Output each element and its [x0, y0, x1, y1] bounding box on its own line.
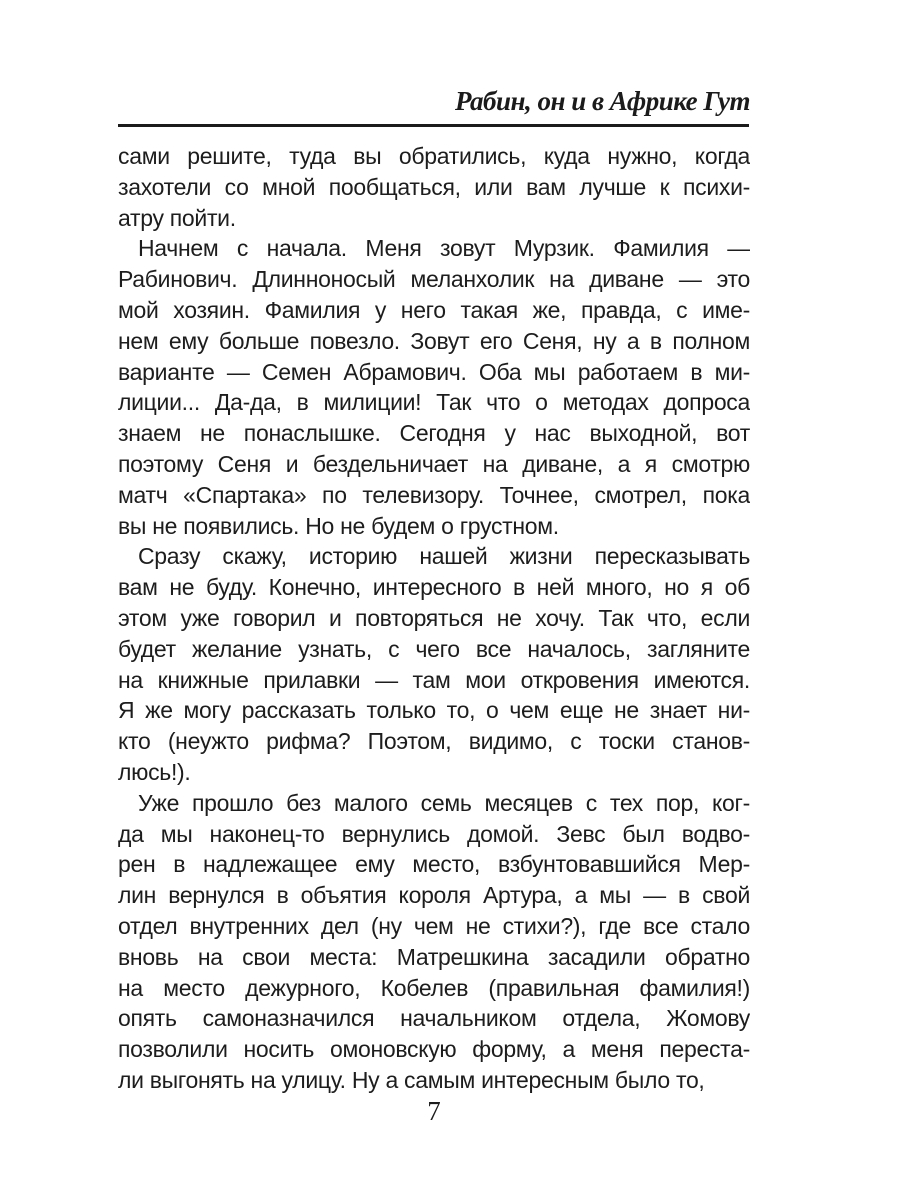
text-line: Уже прошло без малого семь месяцев с тех пор, ког-	[138, 789, 750, 816]
text-line: Сразу скажу, историю нашей жизни пересказывать	[138, 543, 750, 570]
text-line: вы не появились. Но не будем о грустном.	[118, 512, 559, 539]
text-line: рен в надлежащее ему место, взбунтовавшийся Мер-	[118, 851, 750, 878]
text-line: будет желание узнать, с чего все началось, загляните	[118, 635, 750, 662]
text-line: кто (неужто рифма? Поэтом, видимо, с тоски станов-	[118, 728, 750, 755]
text-line: поэтому Сеня и бездельничает на диване, а я смотрю	[118, 450, 750, 477]
text-line: варианте — Семен Абрамович. Оба мы работаем в ми-	[118, 358, 750, 385]
text-line: мой хозяин. Фамилия у него такая же, правда, с име-	[118, 296, 750, 323]
text-line: нем ему больше повезло. Зовут его Сеня, ну а в полном	[118, 327, 750, 354]
header-rule-divider	[118, 124, 749, 127]
text-line: отдел внутренних дел (ну чем не стихи?), где все стало	[118, 912, 750, 939]
text-line: этом уже говорил и повторяться не хочу. Так что, если	[118, 604, 750, 631]
text-line: лин вернулся в объятия короля Артура, а мы — в свой	[118, 882, 750, 909]
text-line: да мы наконец-то вернулись домой. Зевс был водво-	[118, 820, 750, 847]
text-line: Начнем с начала. Меня зовут Мурзик. Фамилия —	[138, 235, 750, 262]
text-line: опять самоназначился начальником отдела, Жомову	[118, 1005, 750, 1032]
text-line: на книжные прилавки — там мои откровения имеются.	[118, 666, 750, 693]
text-line: захотели со мной пообщаться, или вам лучше к психи-	[118, 173, 750, 200]
text-line: люсь!).	[118, 758, 191, 785]
text-line: знаем не понаслышке. Сегодня у нас выходной, вот	[118, 420, 750, 447]
text-line: матч «Спартака» по телевизору. Точнее, смотрел, пока	[118, 481, 750, 508]
text-line: позволили носить омоновскую форму, а меня переста-	[118, 1036, 750, 1063]
text-line: на место дежурного, Кобелев (правильная фамилия!)	[118, 974, 750, 1001]
text-line: сами решите, туда вы обратились, куда нужно, когда	[118, 143, 750, 169]
text-line: Я же могу рассказать только то, о чем еще не знает ни-	[118, 697, 750, 724]
text-line: атру пойти.	[118, 204, 236, 231]
running-header-title: Рабин, он и в Африке Гут	[455, 86, 750, 116]
text-line: вновь на свои места: Матрешкина засадили обратно	[118, 943, 750, 970]
text-line: лиции... Да-да, в милиции! Так что о методах допроса	[118, 389, 750, 416]
page-body-text	[118, 141, 750, 1096]
text-line: вам не буду. Конечно, интересного в ней много, но я об	[118, 574, 750, 601]
page-number: 7	[427, 1096, 441, 1126]
text-line: Рабинович. Длинноносый меланхолик на диване — это	[118, 266, 750, 293]
text-line: ли выгонять на улицу. Ну а самым интересным было то,	[118, 1066, 705, 1093]
